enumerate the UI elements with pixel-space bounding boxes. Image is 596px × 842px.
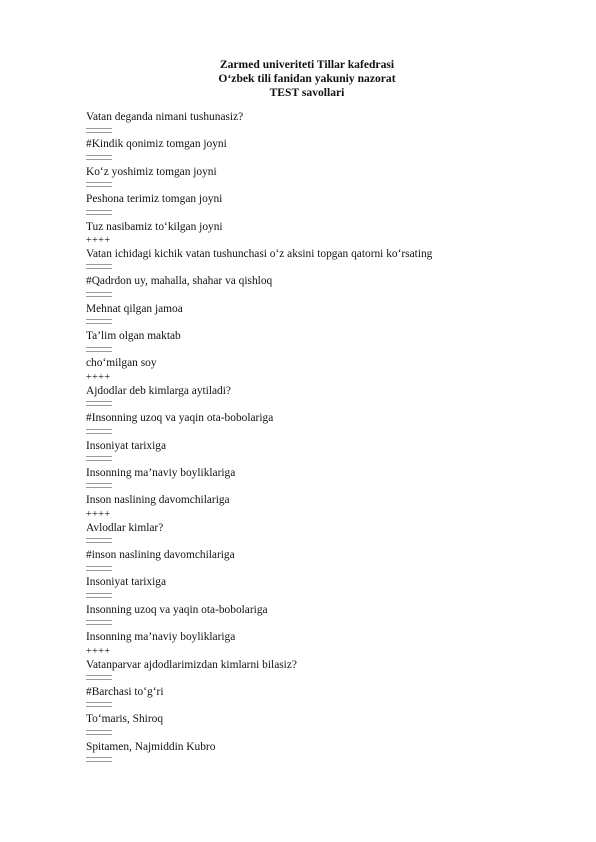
separator-rule bbox=[86, 128, 112, 133]
answer-option: Tuz nasibamiz to‘kilgan joyni bbox=[86, 220, 223, 233]
separator-rule bbox=[86, 730, 112, 735]
answer-separator bbox=[86, 727, 556, 741]
separator-rule bbox=[86, 483, 112, 488]
separator-rule bbox=[86, 155, 112, 160]
answer-option: #Insonning uzoq va yaqin ota-bobolariga bbox=[86, 412, 274, 425]
answer-option: Spitamen, Najmiddin Kubro bbox=[86, 740, 216, 753]
answer-option: Ko‘z yoshimiz tomgan joyni bbox=[86, 165, 217, 178]
separator-rule bbox=[86, 702, 112, 707]
answer-option: Insoniyat tarixiga bbox=[86, 576, 167, 589]
separator-rule bbox=[86, 347, 112, 352]
separator-rule bbox=[86, 675, 112, 680]
answer-separator bbox=[86, 289, 556, 303]
answer-separator bbox=[86, 453, 556, 467]
question-text: Avlodlar kimlar? bbox=[86, 521, 164, 534]
separator-rule bbox=[86, 401, 112, 406]
answer-separator bbox=[86, 125, 556, 139]
question-separator-text: ++++ bbox=[86, 372, 111, 384]
answer-option: #Qadrdon uy, mahalla, shahar va qishloq bbox=[86, 275, 273, 288]
answer-option: Inson naslining davomchilariga bbox=[86, 494, 230, 507]
answer-option: Insoniyat tarixiga bbox=[86, 439, 167, 452]
header-department: Zarmed univeriteti Tillar kafedrasi bbox=[219, 58, 395, 71]
answer-option: Insonning ma’naviy boyliklariga bbox=[86, 466, 236, 479]
answer-option: Ta’lim olgan maktab bbox=[86, 330, 181, 342]
separator-rule bbox=[86, 593, 112, 598]
question-separator bbox=[86, 234, 556, 248]
separator-rule bbox=[86, 456, 112, 461]
question-text: Vatan deganda nimani tushunasiz? bbox=[86, 111, 244, 123]
answer-separator bbox=[86, 672, 556, 686]
question-separator bbox=[86, 371, 556, 385]
header-subject: O‘zbek tili fanidan yakuniy nazorat bbox=[218, 72, 396, 85]
separator-rule bbox=[86, 620, 112, 625]
answer-option: Insonning uzoq va yaqin ota-bobolariga bbox=[86, 603, 268, 616]
answer-option: Mehnat qilgan jamoa bbox=[86, 302, 183, 315]
answer-option: To‘maris, Shiroq bbox=[86, 713, 164, 726]
answer-separator bbox=[86, 617, 556, 631]
question-separator-text: ++++ bbox=[86, 645, 111, 657]
answer-option: #inson naslining davomchilariga bbox=[86, 549, 235, 561]
answer-separator bbox=[86, 344, 556, 358]
question-text: Ajdodlar deb kimlarga aytiladi? bbox=[86, 384, 231, 397]
test-questions-list bbox=[86, 111, 556, 768]
separator-rule bbox=[86, 319, 112, 324]
document-header bbox=[0, 58, 596, 100]
answer-separator bbox=[86, 700, 556, 714]
answer-option: #Barchasi to‘g‘ri bbox=[86, 685, 164, 698]
answer-separator bbox=[86, 754, 556, 768]
answer-option: #Kindik qonimiz tomgan joyni bbox=[86, 138, 227, 151]
answer-separator bbox=[86, 481, 556, 495]
question-text: Vatan ichidagi kichik vatan tushunchasi o‘z aksini topgan qatorni ko‘rsating bbox=[86, 247, 433, 260]
answer-separator bbox=[86, 316, 556, 330]
separator-rule bbox=[86, 292, 112, 297]
answer-separator bbox=[86, 152, 556, 166]
answer-separator bbox=[86, 207, 556, 221]
separator-rule bbox=[86, 538, 112, 543]
question-separator bbox=[86, 645, 556, 659]
separator-rule bbox=[86, 566, 112, 571]
question-separator-text: ++++ bbox=[86, 235, 111, 247]
question-separator-text: ++++ bbox=[86, 508, 111, 520]
answer-option: Peshona terimiz tomgan joyni bbox=[86, 193, 223, 206]
answer-separator bbox=[86, 179, 556, 193]
answer-separator bbox=[86, 535, 556, 549]
separator-rule bbox=[86, 182, 112, 187]
header-test-title: TEST savollari bbox=[269, 86, 345, 99]
answer-option: Insonning ma’naviy boyliklariga bbox=[86, 631, 236, 644]
separator-rule bbox=[86, 757, 112, 762]
separator-rule bbox=[86, 429, 112, 434]
answer-separator bbox=[86, 398, 556, 412]
answer-separator bbox=[86, 563, 556, 577]
question-separator bbox=[86, 508, 556, 522]
answer-separator bbox=[86, 262, 556, 276]
separator-rule bbox=[86, 264, 112, 269]
answer-separator bbox=[86, 426, 556, 440]
answer-option: cho‘milgan soy bbox=[86, 357, 157, 370]
separator-rule bbox=[86, 210, 112, 215]
answer-separator bbox=[86, 590, 556, 604]
question-text: Vatanparvar ajdodlarimizdan kimlarni bilasiz? bbox=[86, 658, 297, 671]
